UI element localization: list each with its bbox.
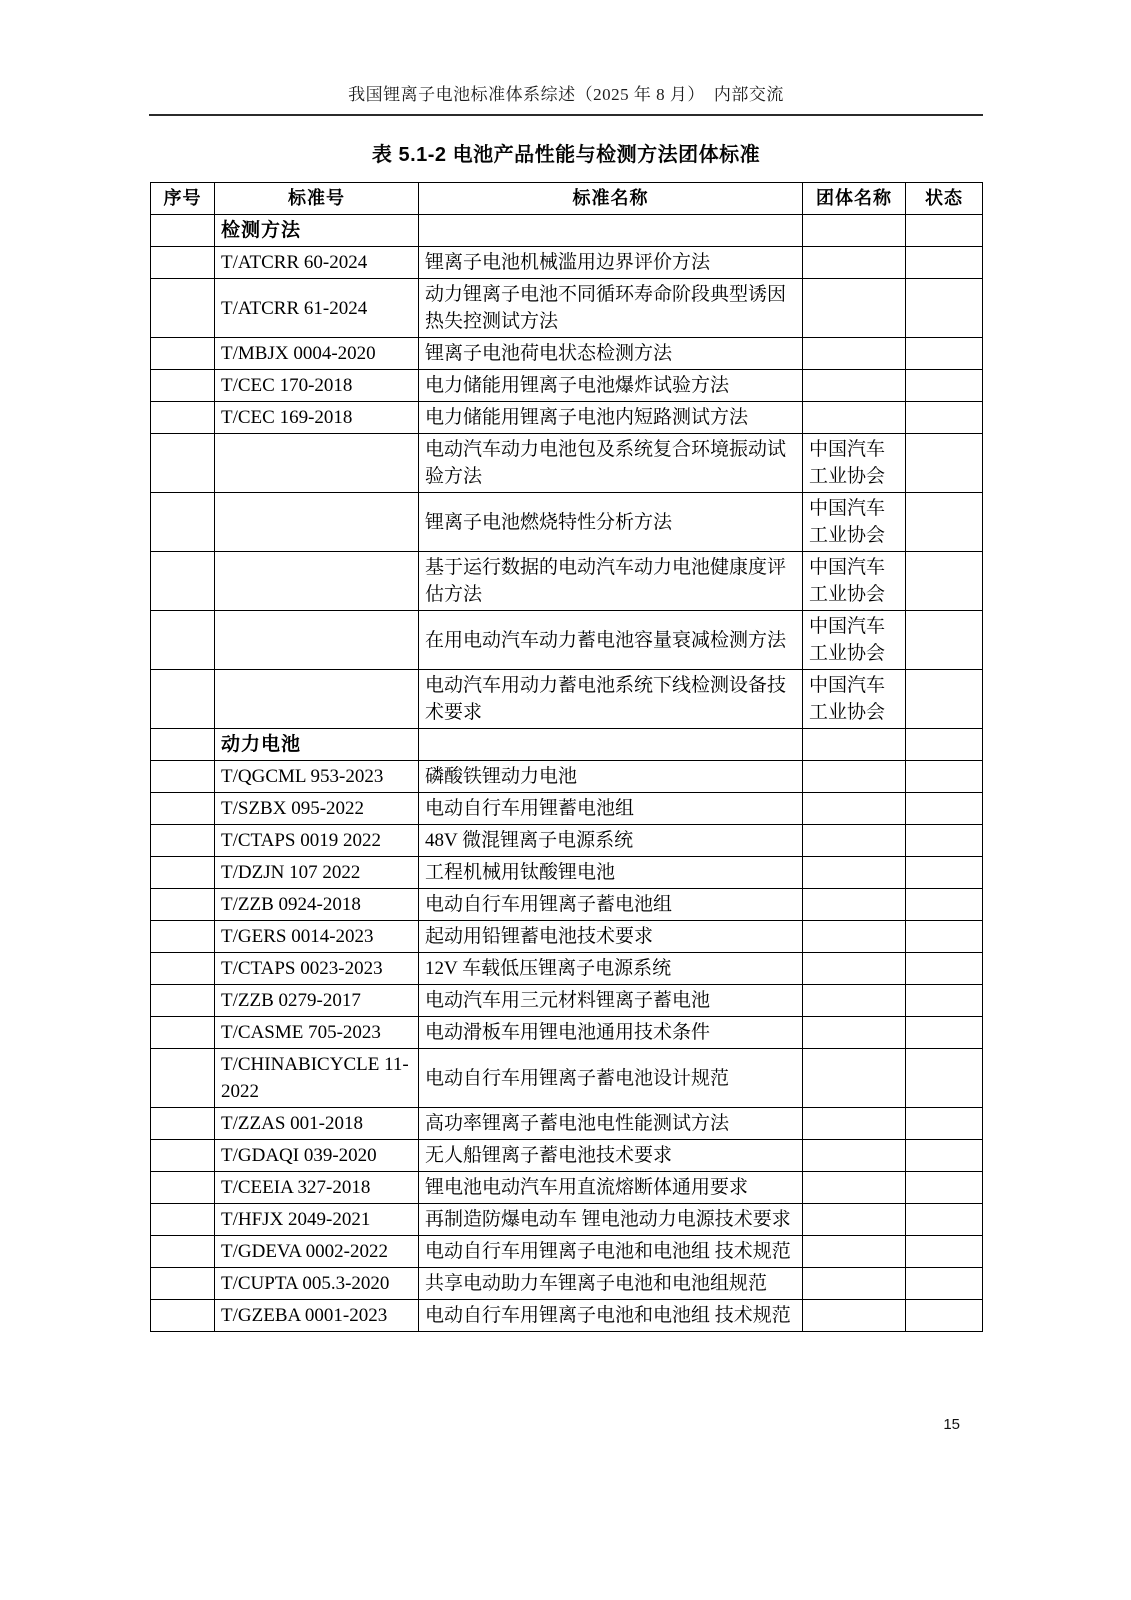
table-header-row (151, 183, 983, 215)
cell-std-no (215, 434, 419, 493)
cell-std-name: 锂离子电池荷电状态检测方法 (419, 338, 803, 370)
table-row (151, 279, 983, 338)
cell-std-name: 基于运行数据的电动汽车动力电池健康度评估方法 (419, 552, 803, 611)
cell-seq (151, 1017, 215, 1049)
cell-status (906, 402, 983, 434)
cell-status (906, 1268, 983, 1300)
cell-org (803, 985, 906, 1017)
cell-std-name: 电动自行车用锂离子蓄电池设计规范 (419, 1049, 803, 1108)
cell-std-name (419, 729, 803, 761)
cell-seq (151, 1204, 215, 1236)
cell-status (906, 793, 983, 825)
cell-std-no: 检测方法 (215, 215, 419, 247)
cell-std-no: T/DZJN 107 2022 (215, 857, 419, 889)
cell-std-name (419, 215, 803, 247)
cell-std-name: 电动自行车用锂离子蓄电池组 (419, 889, 803, 921)
cell-std-no: T/CTAPS 0019 2022 (215, 825, 419, 857)
cell-std-name: 电动自行车用锂蓄电池组 (419, 793, 803, 825)
cell-std-name: 工程机械用钛酸锂电池 (419, 857, 803, 889)
cell-seq (151, 761, 215, 793)
standards-table (150, 182, 983, 1332)
cell-std-name: 电动汽车动力电池包及系统复合环境振动试验方法 (419, 434, 803, 493)
table-row (151, 552, 983, 611)
cell-org (803, 1140, 906, 1172)
cell-status (906, 921, 983, 953)
cell-status (906, 611, 983, 670)
cell-std-no: T/CTAPS 0023-2023 (215, 953, 419, 985)
cell-std-no (215, 493, 419, 552)
cell-std-name: 电动汽车用动力蓄电池系统下线检测设备技术要求 (419, 670, 803, 729)
table-body (151, 215, 983, 1332)
cell-std-no: T/ZZB 0279-2017 (215, 985, 419, 1017)
cell-std-name: 电动滑板车用锂电池通用技术条件 (419, 1017, 803, 1049)
cell-org (803, 1172, 906, 1204)
cell-std-no (215, 611, 419, 670)
cell-std-no: T/QGCML 953-2023 (215, 761, 419, 793)
table-row (151, 857, 983, 889)
table-row (151, 1236, 983, 1268)
cell-org (803, 857, 906, 889)
cell-seq (151, 857, 215, 889)
cell-status (906, 985, 983, 1017)
cell-seq (151, 611, 215, 670)
table-row (151, 493, 983, 552)
cell-std-no: T/MBJX 0004-2020 (215, 338, 419, 370)
cell-status (906, 215, 983, 247)
cell-std-no: T/HFJX 2049-2021 (215, 1204, 419, 1236)
cell-std-no: T/CEC 169-2018 (215, 402, 419, 434)
cell-std-name: 电力储能用锂离子电池爆炸试验方法 (419, 370, 803, 402)
table-row (151, 921, 983, 953)
cell-status (906, 857, 983, 889)
cell-std-no: T/CUPTA 005.3-2020 (215, 1268, 419, 1300)
cell-org (803, 1049, 906, 1108)
table-row (151, 889, 983, 921)
cell-org (803, 729, 906, 761)
cell-org (803, 215, 906, 247)
cell-org: 中国汽车工业协会 (803, 434, 906, 493)
table-row (151, 1140, 983, 1172)
table-row (151, 1049, 983, 1108)
cell-std-no: T/GZEBA 0001-2023 (215, 1300, 419, 1332)
cell-status (906, 1300, 983, 1332)
cell-status (906, 1172, 983, 1204)
cell-org (803, 761, 906, 793)
cell-seq (151, 729, 215, 761)
cell-std-no: T/GERS 0014-2023 (215, 921, 419, 953)
cell-seq (151, 1236, 215, 1268)
cell-seq (151, 953, 215, 985)
cell-org (803, 1268, 906, 1300)
cell-seq (151, 552, 215, 611)
table-title: 表 5.1-2 电池产品性能与检测方法团体标准 (371, 144, 761, 166)
cell-seq (151, 215, 215, 247)
cell-std-name: 电动自行车用锂离子电池和电池组 技术规范 (419, 1236, 803, 1268)
cell-std-no: T/CEC 170-2018 (215, 370, 419, 402)
cell-seq (151, 921, 215, 953)
table-row (151, 1172, 983, 1204)
cell-status (906, 1049, 983, 1108)
cell-status (906, 889, 983, 921)
cell-status (906, 279, 983, 338)
cell-std-no: T/ZZB 0924-2018 (215, 889, 419, 921)
cell-std-name: 电动自行车用锂离子电池和电池组 技术规范 (419, 1300, 803, 1332)
table-row (151, 670, 983, 729)
section-row (151, 729, 983, 761)
cell-seq (151, 493, 215, 552)
cell-org (803, 1017, 906, 1049)
cell-seq (151, 793, 215, 825)
cell-status (906, 247, 983, 279)
table-row (151, 338, 983, 370)
page-number: 15 (943, 1416, 960, 1433)
cell-seq (151, 1108, 215, 1140)
cell-org (803, 1204, 906, 1236)
table-row (151, 370, 983, 402)
column-header-std-name: 标准名称 (419, 183, 803, 215)
table-row (151, 1268, 983, 1300)
cell-std-no: T/CHINABICYCLE 11-2022 (215, 1049, 419, 1108)
cell-std-no: 动力电池 (215, 729, 419, 761)
table-row (151, 611, 983, 670)
cell-org: 中国汽车工业协会 (803, 670, 906, 729)
cell-std-name: 电动汽车用三元材料锂离子蓄电池 (419, 985, 803, 1017)
cell-org (803, 279, 906, 338)
cell-seq (151, 1140, 215, 1172)
cell-std-no: T/GDAQI 039-2020 (215, 1140, 419, 1172)
cell-std-name: 电力储能用锂离子电池内短路测试方法 (419, 402, 803, 434)
cell-seq (151, 434, 215, 493)
table-row (151, 1300, 983, 1332)
cell-std-name: 高功率锂离子蓄电池电性能测试方法 (419, 1108, 803, 1140)
cell-status (906, 1140, 983, 1172)
cell-std-name: 锂离子电池燃烧特性分析方法 (419, 493, 803, 552)
cell-status (906, 825, 983, 857)
cell-std-no (215, 670, 419, 729)
cell-seq (151, 370, 215, 402)
cell-seq (151, 279, 215, 338)
cell-org (803, 1300, 906, 1332)
cell-std-no: T/CASME 705-2023 (215, 1017, 419, 1049)
cell-org (803, 1108, 906, 1140)
cell-std-name: 48V 微混锂离子电源系统 (419, 825, 803, 857)
cell-status (906, 1204, 983, 1236)
cell-org (803, 402, 906, 434)
cell-seq (151, 985, 215, 1017)
cell-status (906, 670, 983, 729)
table-row (151, 1204, 983, 1236)
cell-std-name: 磷酸铁锂动力电池 (419, 761, 803, 793)
cell-std-no: T/SZBX 095-2022 (215, 793, 419, 825)
cell-std-no: T/CEEIA 327-2018 (215, 1172, 419, 1204)
cell-seq (151, 825, 215, 857)
cell-std-no: T/ZZAS 001-2018 (215, 1108, 419, 1140)
table-row (151, 825, 983, 857)
cell-status (906, 338, 983, 370)
running-header: 我国锂离子电池标准体系综述（2025 年 8 月） 内部交流 (348, 85, 784, 104)
header-rule (149, 114, 983, 116)
cell-org (803, 1236, 906, 1268)
table-row (151, 761, 983, 793)
cell-seq (151, 670, 215, 729)
cell-org: 中国汽车工业协会 (803, 552, 906, 611)
cell-std-name: 共享电动助力车锂离子电池和电池组规范 (419, 1268, 803, 1300)
cell-seq (151, 338, 215, 370)
cell-std-name: 动力锂离子电池不同循环寿命阶段典型诱因热失控测试方法 (419, 279, 803, 338)
cell-std-no: T/ATCRR 61-2024 (215, 279, 419, 338)
cell-std-name: 12V 车载低压锂离子电源系统 (419, 953, 803, 985)
cell-status (906, 434, 983, 493)
cell-org (803, 370, 906, 402)
cell-seq (151, 402, 215, 434)
cell-status (906, 761, 983, 793)
cell-std-no: T/GDEVA 0002-2022 (215, 1236, 419, 1268)
cell-std-name: 无人船锂离子蓄电池技术要求 (419, 1140, 803, 1172)
cell-status (906, 370, 983, 402)
cell-status (906, 493, 983, 552)
cell-status (906, 1108, 983, 1140)
cell-seq (151, 1300, 215, 1332)
table-row (151, 985, 983, 1017)
cell-status (906, 953, 983, 985)
cell-std-name: 锂离子电池机械滥用边界评价方法 (419, 247, 803, 279)
column-header-org: 团体名称 (803, 183, 906, 215)
table-row (151, 402, 983, 434)
table-row (151, 434, 983, 493)
cell-org: 中国汽车工业协会 (803, 493, 906, 552)
cell-seq (151, 1268, 215, 1300)
cell-status (906, 1017, 983, 1049)
cell-seq (151, 1049, 215, 1108)
cell-org (803, 825, 906, 857)
cell-org (803, 338, 906, 370)
cell-status (906, 552, 983, 611)
cell-status (906, 729, 983, 761)
cell-std-no: T/ATCRR 60-2024 (215, 247, 419, 279)
column-header-std-no: 标准号 (215, 183, 419, 215)
cell-std-no (215, 552, 419, 611)
cell-seq (151, 1172, 215, 1204)
table-row (151, 1017, 983, 1049)
table-row (151, 247, 983, 279)
cell-seq (151, 247, 215, 279)
cell-std-name: 起动用铅锂蓄电池技术要求 (419, 921, 803, 953)
cell-status (906, 1236, 983, 1268)
cell-std-name: 在用电动汽车动力蓄电池容量衰减检测方法 (419, 611, 803, 670)
column-header-seq: 序号 (151, 183, 215, 215)
cell-org (803, 921, 906, 953)
cell-org: 中国汽车工业协会 (803, 611, 906, 670)
cell-org (803, 793, 906, 825)
table-row (151, 793, 983, 825)
table-row (151, 953, 983, 985)
cell-std-name: 锂电池电动汽车用直流熔断体通用要求 (419, 1172, 803, 1204)
cell-std-name: 再制造防爆电动车 锂电池动力电源技术要求 (419, 1204, 803, 1236)
table-row (151, 1108, 983, 1140)
section-row (151, 215, 983, 247)
cell-org (803, 889, 906, 921)
column-header-status: 状态 (906, 183, 983, 215)
cell-org (803, 953, 906, 985)
cell-org (803, 247, 906, 279)
cell-seq (151, 889, 215, 921)
